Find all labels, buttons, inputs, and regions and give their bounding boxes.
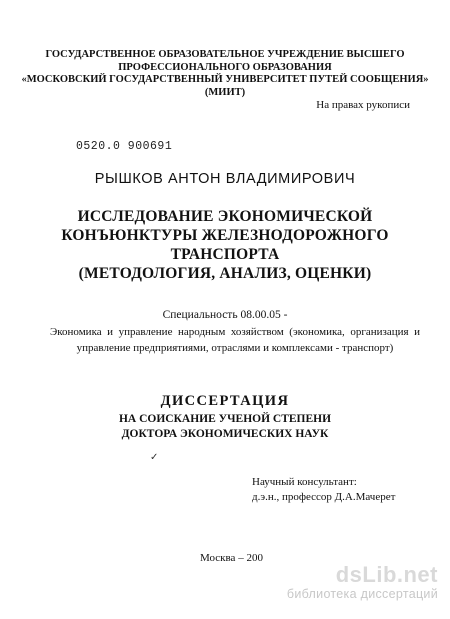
dissertation-title: [0, 207, 450, 283]
watermark-logo: dsLib.net: [335, 562, 438, 587]
title-line-3: ТРАНСПОРТА: [170, 246, 280, 263]
institution-line-2: ПРОФЕССИОНАЛЬНОГО ОБРАЗОВАНИЯ: [118, 61, 332, 73]
archive-code: 0520.0 900691: [76, 140, 173, 153]
city-year: Москва – 200: [200, 552, 263, 564]
degree-line-1: НА СОИСКАНИЕ УЧЕНОЙ СТЕПЕНИ: [118, 413, 332, 425]
specialty-code: Специальность 08.00.05 -: [162, 309, 288, 321]
institution-header: [0, 49, 450, 99]
institution-line-3: «МОСКОВСКИЙ ГОСУДАРСТВЕННЫЙ УНИВЕРСИТЕТ ПУТЕЙ СООБЩЕНИЯ»: [21, 74, 429, 85]
stray-mark: ✓: [150, 452, 159, 463]
institution-line-1: ГОСУДАРСТВЕННОЕ ОБРАЗОВАТЕЛЬНОЕ УЧРЕЖДЕНИЕ ВЫСШЕГО: [45, 49, 405, 60]
field-description: Экономика и управление народным хозяйством (экономика, организация и управление предприятиями, отраслями и комплексами - транспорт): [50, 326, 420, 354]
advisor-name: д.э.н., профессор Д.А.Мачерет: [252, 491, 396, 503]
degree-info: [0, 412, 450, 441]
title-line-2: КОНЪЮНКТУРЫ ЖЕЛЕЗНОДОРОЖНОГО: [61, 227, 389, 244]
author-name: РЫШКОВ АНТОН ВЛАДИМИРОВИЧ: [94, 171, 356, 187]
watermark-subtitle: библиотека диссертаций: [286, 587, 438, 601]
advisor-label: Научный консультант:: [252, 476, 357, 488]
title-line-1: ИССЛЕДОВАНИЕ ЭКОНОМИЧЕСКОЙ: [77, 208, 373, 225]
document-type: ДИССЕРТАЦИЯ: [160, 393, 290, 409]
title-line-4: (МЕТОДОЛОГИЯ, АНАЛИЗ, ОЦЕНКИ): [78, 265, 372, 282]
watermark: [287, 563, 438, 602]
institution-line-4: (МИИТ): [204, 86, 246, 98]
rights-note: На правах рукописи: [316, 99, 410, 111]
degree-line-2: ДОКТОРА ЭКОНОМИЧЕСКИХ НАУК: [121, 427, 329, 440]
